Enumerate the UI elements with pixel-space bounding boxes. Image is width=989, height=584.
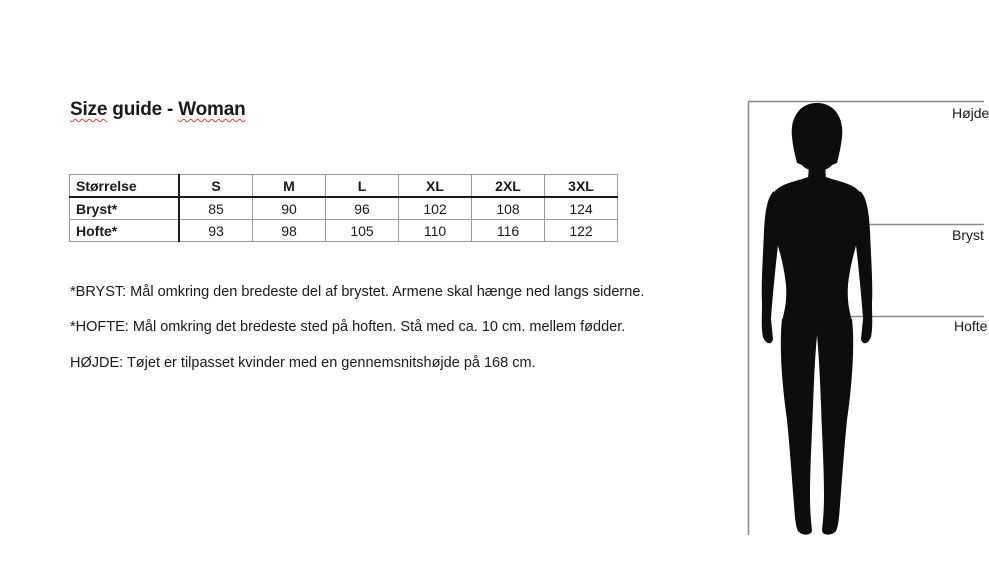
cell-hip-m: 98 [253,220,326,242]
cell-hip-3xl: 122 [545,220,618,242]
note-height: HØJDE: Tøjet er tilpasset kvinder med en gennemsnitshøjde på 168 cm. [70,355,536,371]
header-cell-s: S [179,175,253,198]
header-cell-size-label: Størrelse [70,175,180,198]
title-middle: guide - [107,99,179,120]
note-bust: *BRYST: Mål omkring den bredeste del af brystet. Armene skal hænge ned langs siderne. [70,284,645,300]
size-table-header-row [70,175,618,198]
label-hip: Hofte [954,318,988,334]
header-cell-xl: XL [399,175,472,198]
header-cell-3xl: 3XL [545,175,618,198]
body-measurement-figure [740,95,989,540]
title-word-woman: Woman [178,99,246,120]
cell-bust-2xl: 108 [472,197,545,220]
header-cell-m: M [253,175,326,198]
header-cell-l: L [326,175,399,198]
size-table [69,174,618,242]
cell-hip-s: 93 [179,220,253,242]
cell-bust-xl: 102 [399,197,472,220]
label-bust: Bryst [952,227,984,243]
cell-hip-l: 105 [326,220,399,242]
cell-hip-xl: 110 [399,220,472,242]
cell-bust-3xl: 124 [545,197,618,220]
label-height: Højde [952,105,989,121]
cell-bust-m: 90 [253,197,326,220]
note-hip: *HOFTE: Mål omkring det bredeste sted på hoften. Stå med ca. 10 cm. mellem fødder. [70,319,626,335]
table-row-bust [70,197,618,220]
cell-bust-l: 96 [326,197,399,220]
woman-silhouette-icon [740,95,984,540]
table-row-hip [70,220,618,242]
cell-hip-2xl: 116 [472,220,545,242]
row-label-bust: Bryst* [70,197,180,220]
page-title [70,99,246,121]
cell-bust-s: 85 [179,197,253,220]
row-label-hip: Hofte* [70,220,180,242]
header-cell-2xl: 2XL [472,175,545,198]
title-word-size: Size [70,99,108,120]
